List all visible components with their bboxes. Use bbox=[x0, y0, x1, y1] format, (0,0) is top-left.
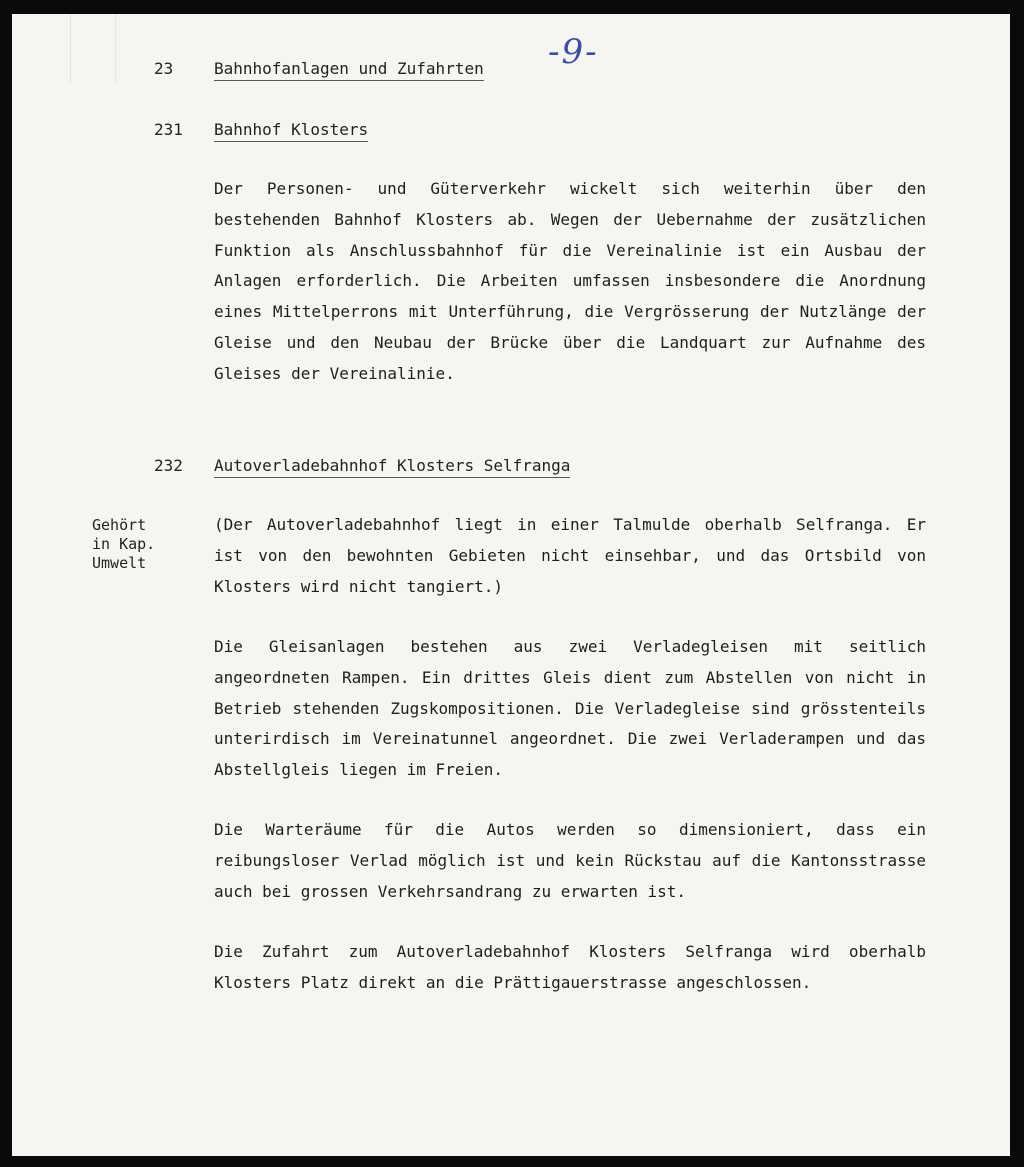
section-title-231: Bahnhof Klosters bbox=[214, 120, 368, 142]
section-number-231: 231 bbox=[154, 120, 183, 139]
paragraph-zufahrt: Die Zufahrt zum Autoverladebahnhof Klosters Selfranga wird oberhalb Klosters Platz direkt an die Prättigauerstrasse angeschlossen. bbox=[214, 942, 926, 992]
margin-mark bbox=[70, 14, 116, 84]
paragraph-bahnhof-klosters: Der Personen- und Güterverkehr wickelt sich weiterhin über den bestehenden Bahnhof Klosters ab. Wegen der Uebernahme der zusätzlichen Funktion als Anschlussbahnhof für die Vereinalinie ist ein Ausbau der Anlagen erforderlich. Die Arbeiten umfassen insbesondere die Anordnung eines Mittelperrons mit Unterführung, die Vergrösserung der Nutzlänge der Gleise und den Neubau der Brücke über die Landquart zur Aufnahme des Gleises der Vereinalinie. bbox=[214, 179, 926, 383]
section-number-23: 23 bbox=[154, 59, 174, 78]
paragraph-talmulde: (Der Autoverladebahnhof liegt in einer Talmulde oberhalb Selfranga. Er ist von den bewohnten Gebieten nicht einsehbar, und das Ortsbild von Klosters wird nicht tangiert.) bbox=[214, 515, 926, 596]
document-page bbox=[12, 14, 1010, 1156]
section-title-232: Autoverladebahnhof Klosters Selfranga bbox=[214, 456, 570, 478]
page-number-handwritten: -9- bbox=[548, 32, 599, 72]
paragraph-warteraeume: Die Warteräume für die Autos werden so dimensioniert, dass ein reibungsloser Verlad möglich ist und kein Rückstau auf die Kantonsstrasse auch bei grossen Verkehrsandrang zu erwarten ist. bbox=[214, 820, 926, 901]
section-title-23: Bahnhofanlagen und Zufahrten bbox=[214, 59, 484, 81]
section-number-232: 232 bbox=[154, 456, 183, 475]
margin-note: Gehört in Kap. Umwelt bbox=[92, 516, 156, 572]
paragraph-gleisanlagen: Die Gleisanlagen bestehen aus zwei Verladegleisen mit seitlich angeordneten Rampen. Ein drittes Gleis dient zum Abstellen von nicht in Betrieb stehenden Zugskompositionen. Die Verladegleise sind grösstenteils unterirdisch im Vereinatunnel angeordnet. Die zwei Verladerampen und das Abstellgleis liegen im Freien. bbox=[214, 637, 926, 780]
